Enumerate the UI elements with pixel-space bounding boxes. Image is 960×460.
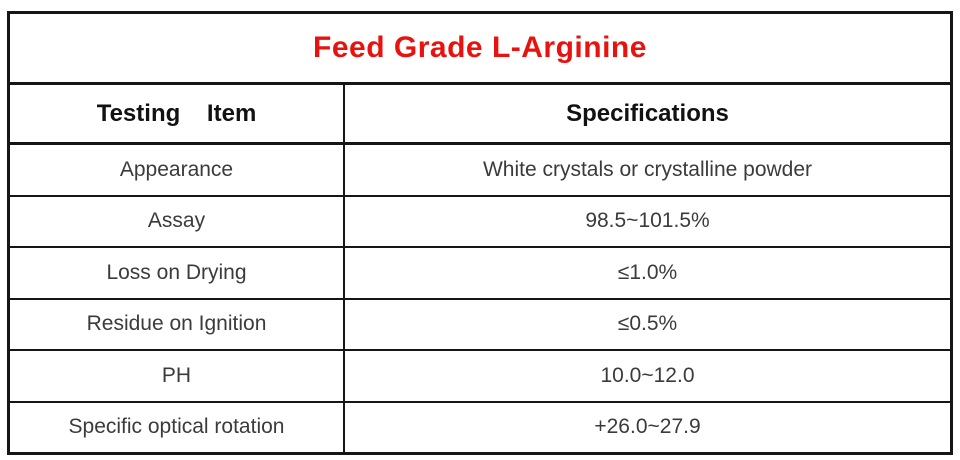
row-item-specific-optical-rotation: Specific optical rotation [10, 403, 345, 453]
row-spec-loss-on-drying: ≤1.0% [617, 260, 678, 284]
row-spec-assay: 98.5~101.5% [585, 209, 710, 233]
row-item-residue-on-ignition: Residue on Ignition [10, 300, 345, 350]
row-item-appearance: Appearance [10, 145, 345, 195]
row-item-assay: Assay [10, 197, 345, 247]
row-spec-specific-optical-rotation: +26.0~27.9 [594, 415, 701, 439]
row-spec-ph: 10.0~12.0 [600, 363, 695, 387]
row-item-loss-on-drying: Loss on Drying [10, 248, 345, 298]
page-title: Feed Grade L-Arginine [313, 31, 647, 64]
table-row [10, 300, 950, 352]
table-row [10, 351, 950, 403]
table-row [10, 197, 950, 249]
row-item-ph: PH [10, 351, 345, 401]
row-spec-appearance: White crystals or crystalline powder [482, 157, 813, 181]
table-row [10, 248, 950, 300]
header-testing-item: Testing Item [10, 85, 345, 142]
row-spec-residue-on-ignition: ≤0.5% [617, 312, 678, 336]
header-specifications: Specifications [566, 99, 729, 127]
table-row [10, 403, 950, 453]
table-title-row [10, 14, 950, 85]
table-header-row [10, 85, 950, 145]
specification-table [7, 11, 953, 455]
table-row [10, 145, 950, 197]
